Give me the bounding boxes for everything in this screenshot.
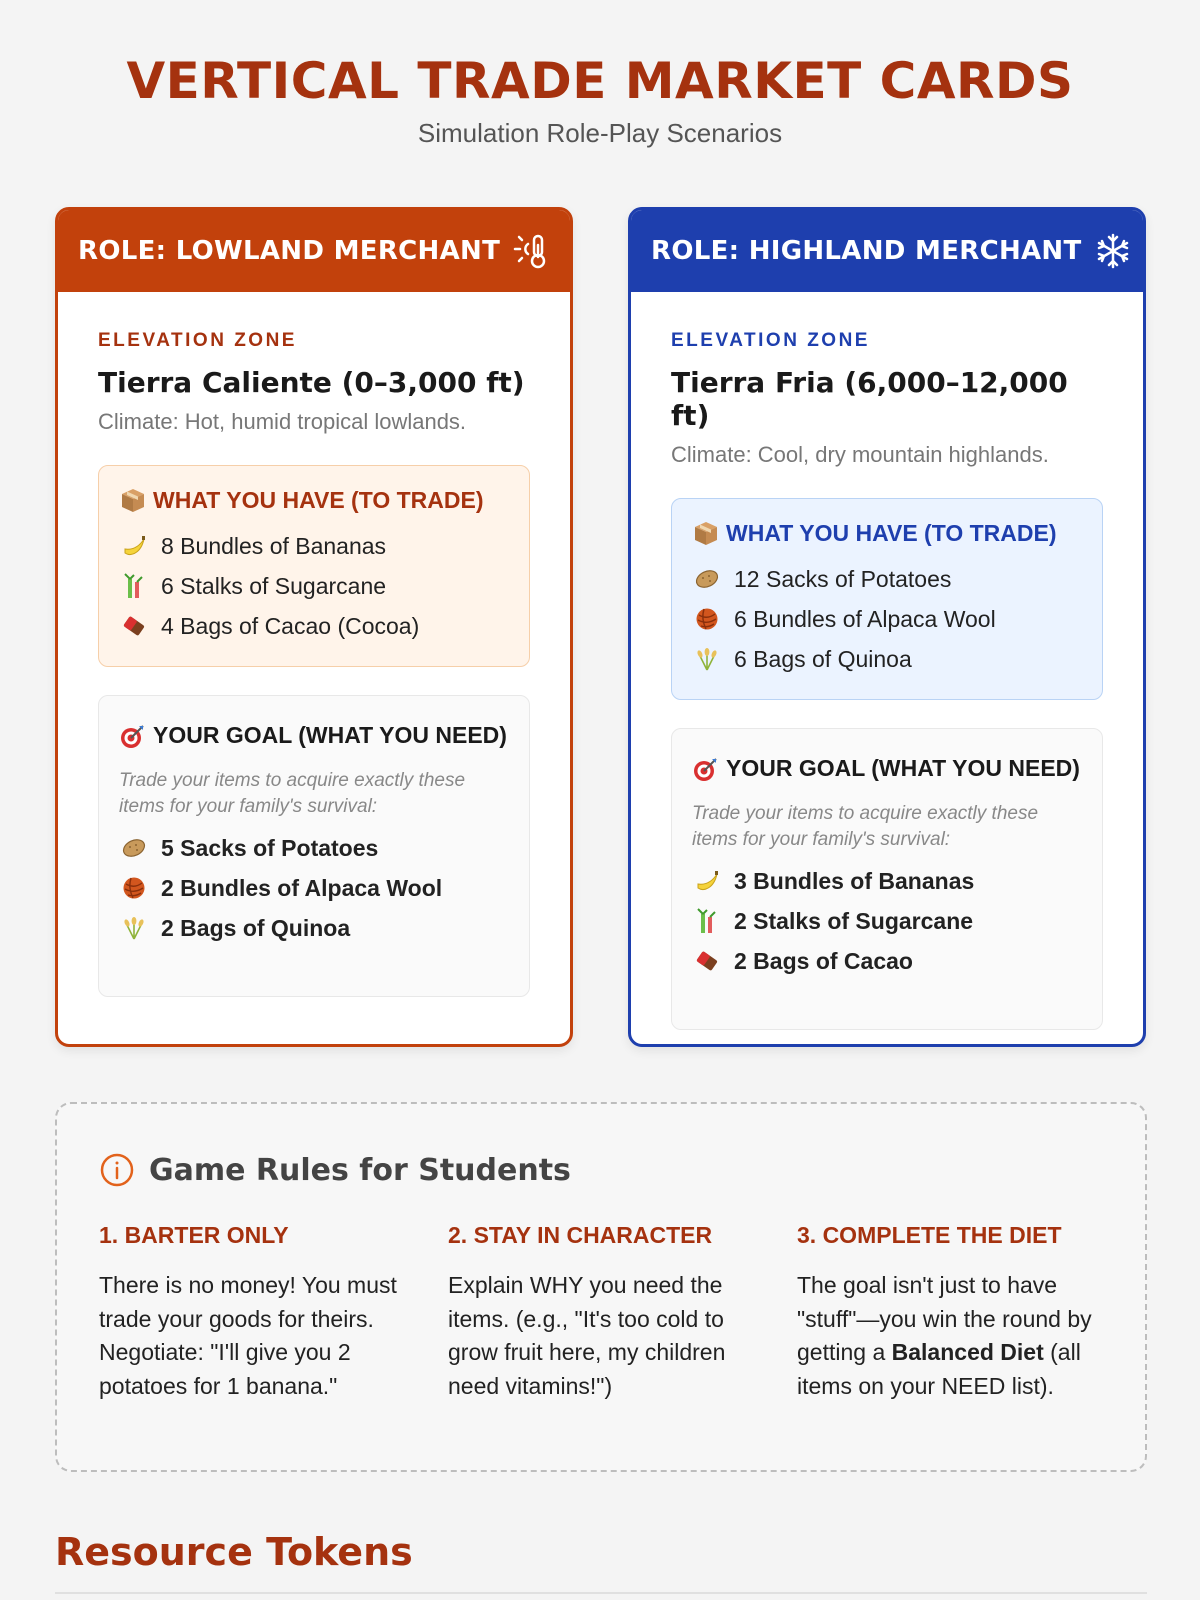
rule-barter-only: [99, 1222, 399, 1403]
card-header: [631, 210, 1143, 292]
list-item: 12 Sacks of Potatoes: [692, 559, 1082, 599]
goal-box: [671, 728, 1103, 1030]
list-item: 3 Bundles of Bananas: [692, 861, 1082, 901]
list-item: 8 Bundles of Bananas: [119, 526, 509, 566]
resource-tokens-title: Resource Tokens: [55, 1530, 413, 1574]
rule-text: The goal isn't just to have "stuff"—you win the round by getting a Balanced Diet (all items on your NEED list).: [797, 1272, 1092, 1399]
zone-label: ELEVATION ZONE: [98, 330, 297, 351]
target-icon: [119, 722, 147, 750]
grain-icon: [692, 644, 722, 674]
role-title: ROLE: LOWLAND MERCHANT: [78, 236, 501, 266]
target-icon: [692, 755, 720, 783]
zone-name: Tierra Fria (6,000–12,000 ft): [671, 366, 1068, 432]
lowland-merchant-card: [55, 207, 573, 1047]
info-icon: [99, 1152, 135, 1188]
list-item: 2 Bags of Cacao: [692, 941, 1082, 981]
list-item: 5 Sacks of Potatoes: [119, 828, 509, 868]
rule-complete-the-diet: [797, 1222, 1097, 1403]
have-list: [692, 559, 1082, 679]
have-title: WHAT YOU HAVE (TO TRADE): [119, 486, 509, 514]
yarn-icon: [119, 873, 149, 903]
rule-heading: 2. STAY IN CHARACTER: [448, 1222, 713, 1248]
package-icon: [692, 519, 720, 547]
package-icon: [119, 486, 147, 514]
rule-text: There is no money! You must trade your goods for theirs. Negotiate: "I'll give you 2 potatoes for 1 banana.": [99, 1272, 397, 1399]
list-item: 2 Bundles of Alpaca Wool: [119, 868, 509, 908]
role-title: ROLE: HIGHLAND MERCHANT: [651, 236, 1082, 266]
list-item: 6 Stalks of Sugarcane: [119, 566, 509, 606]
rule-stay-in-character: [448, 1222, 748, 1403]
have-title: WHAT YOU HAVE (TO TRADE): [692, 519, 1082, 547]
zone-label: ELEVATION ZONE: [671, 330, 870, 351]
balanced-diet-emphasis: Balanced Diet: [891, 1339, 1044, 1365]
goal-box: [98, 695, 530, 997]
list-item: 6 Bags of Quinoa: [692, 639, 1082, 679]
rule-heading: 1. BARTER ONLY: [99, 1222, 289, 1248]
goal-description: Trade your items to acquire exactly these items for your family's survival:: [119, 770, 466, 817]
rules-title: Game Rules for Students: [99, 1152, 571, 1188]
card-header: [58, 210, 570, 292]
goal-title: YOUR GOAL (WHAT YOU NEED): [692, 751, 1082, 785]
have-list: [119, 526, 509, 646]
potato-icon: [692, 564, 722, 594]
chocolate-icon: [119, 611, 149, 641]
list-item: 2 Bags of Quinoa: [119, 908, 509, 948]
page-title: VERTICAL TRADE MARKET CARDS: [126, 52, 1074, 110]
banana-icon: [119, 531, 149, 561]
sugarcane-icon: [119, 571, 149, 601]
zone-name: Tierra Caliente (0–3,000 ft): [98, 366, 525, 399]
need-list: [692, 861, 1082, 981]
list-item: 6 Bundles of Alpaca Wool: [692, 599, 1082, 639]
grain-icon: [119, 913, 149, 943]
highland-merchant-card: [628, 207, 1146, 1047]
goal-title: YOUR GOAL (WHAT YOU NEED): [119, 718, 509, 752]
chocolate-icon: [692, 946, 722, 976]
have-box: [98, 465, 530, 667]
page-subtitle: Simulation Role-Play Scenarios: [417, 118, 783, 148]
need-list: [119, 828, 509, 948]
sugarcane-icon: [692, 906, 722, 936]
zone-climate: Climate: Cool, dry mountain highlands.: [671, 442, 1049, 467]
hot-thermometer-icon: [512, 231, 552, 271]
yarn-icon: [692, 604, 722, 634]
rule-heading: 3. COMPLETE THE DIET: [797, 1222, 1062, 1248]
rule-text: Explain WHY you need the items. (e.g., "It's too cold to grow fruit here, my children need vitamins!"): [448, 1272, 726, 1399]
divider: [55, 1592, 1147, 1594]
banana-icon: [692, 866, 722, 896]
list-item: 4 Bags of Cacao (Cocoa): [119, 606, 509, 646]
snowflake-icon: [1094, 232, 1132, 270]
have-box: [671, 498, 1103, 700]
zone-climate: Climate: Hot, humid tropical lowlands.: [98, 409, 467, 434]
game-rules-panel: [55, 1102, 1147, 1472]
potato-icon: [119, 833, 149, 863]
goal-description: Trade your items to acquire exactly these items for your family's survival:: [692, 803, 1039, 850]
list-item: 2 Stalks of Sugarcane: [692, 901, 1082, 941]
